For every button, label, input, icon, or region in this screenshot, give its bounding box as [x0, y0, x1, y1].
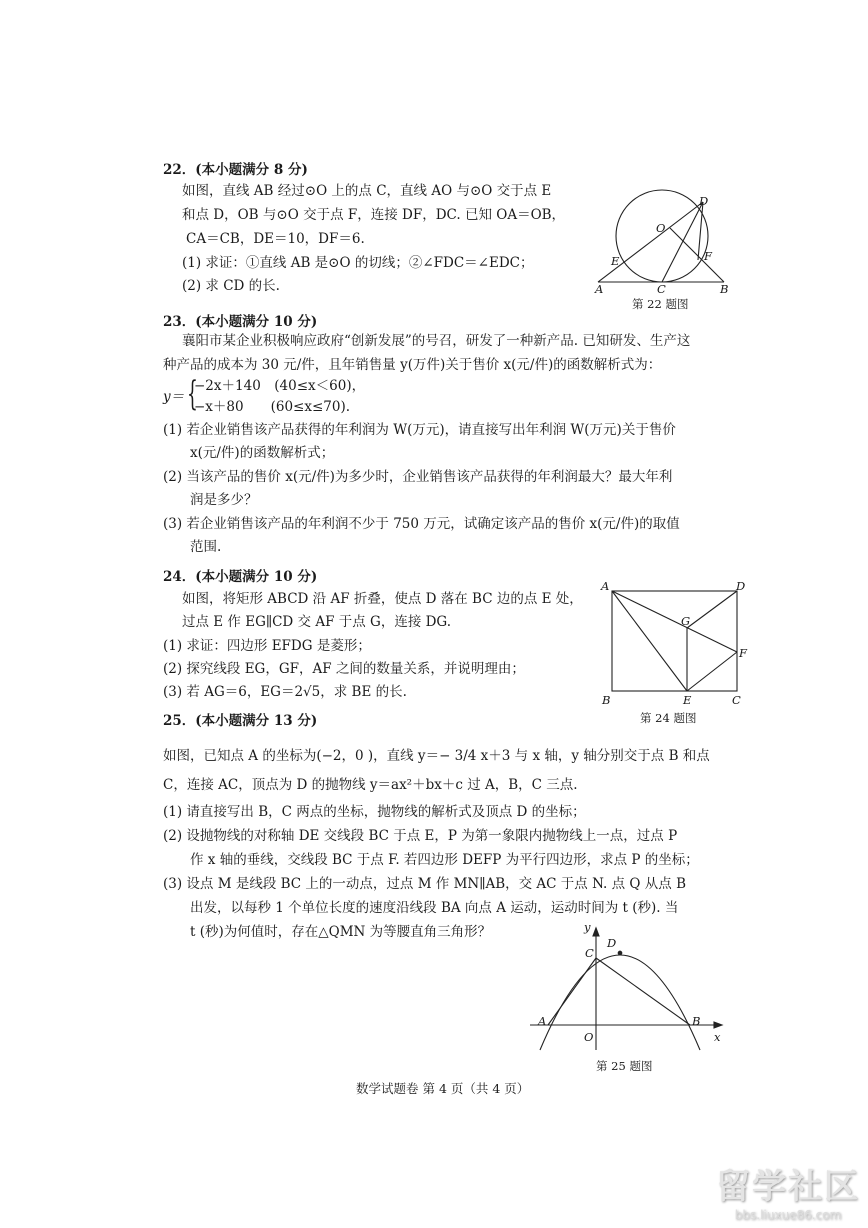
q23-line: 种产品的成本为 30 元/件，且年销售量 y(万件)关于售价 x(元/件)的函数解析式为：: [163, 357, 662, 373]
fig24-label-g: G: [681, 614, 691, 628]
q25-part-3-cont: 出发，以每秒 1 个单位长度的速度沿线段 BA 向点 A 运动，运动时间为 t (秒). 当: [190, 900, 679, 916]
line-cb: [596, 958, 690, 1025]
y-axis-arrow: [593, 928, 599, 936]
circle-o: [616, 190, 708, 282]
q23-case: −2x＋140 (40≤x＜60)，: [194, 378, 366, 394]
q25-line: C，连接 AC，顶点为 D 的抛物线 y＝ax²＋bx＋c 过 A，B，C 三点.: [163, 777, 578, 793]
fig22-label-o: O: [656, 221, 666, 235]
q23-part-3-cont: 范围.: [190, 539, 222, 555]
fig25-label-x: x: [714, 1030, 721, 1044]
q23-case: −x＋80 (60≤x≤70).: [194, 399, 351, 415]
fig24-caption: 第 24 题图: [640, 711, 697, 725]
line-gd: [687, 591, 737, 628]
line-ef: [687, 652, 737, 691]
fig22-label-c: C: [657, 282, 666, 296]
line-ae: [612, 591, 687, 691]
q25-header: 25．(本小题满分 13 分): [163, 713, 318, 729]
q23-part-2-cont: 润是多少？: [190, 492, 258, 508]
fig24-label-e: E: [683, 693, 692, 707]
q22-part-2: (2) 求 CD 的长.: [182, 278, 280, 294]
fig22-label-d: D: [699, 194, 709, 208]
q24-line: 过点 E 作 EG∥CD 交 AF 于点 G，连接 DG.: [182, 614, 452, 630]
q25-part-3-cont: t (秒)为何值时，存在△QMN 为等腰直角三角形？: [190, 924, 492, 940]
q24-line: 如图，将矩形 ABCD 沿 AF 折叠，使点 D 落在 BC 边的点 E 处，: [182, 591, 583, 607]
line-ob: [670, 228, 724, 282]
fig22-label-b: B: [720, 282, 729, 296]
q24-header: 24．(本小题满分 10 分): [163, 569, 318, 585]
fig24-label-c: C: [732, 693, 741, 707]
q24-part-2: (2) 探究线段 EG，GF，AF 之间的数量关系，并说明理由；: [163, 661, 525, 677]
q22-line: 和点 D，OB 与⊙O 交于点 F，连接 DF，DC. 已知 OA＝OB，: [182, 207, 566, 223]
line-ad: [598, 202, 703, 282]
rect-abcd: [612, 591, 737, 691]
line-af: [612, 591, 737, 652]
q23-part-3: (3) 若企业销售该产品的年利润不少于 750 万元，试确定该产品的售价 x(元/件)的取值: [163, 516, 680, 532]
fig25-caption: 第 25 题图: [596, 1059, 653, 1073]
fig25-label-d: D: [607, 936, 617, 950]
q22-line: CA＝CB，DE＝10，DF＝6.: [186, 231, 365, 247]
fig22-label-e: E: [611, 254, 620, 268]
fig22-caption: 第 22 题图: [632, 297, 689, 311]
fig22-label-a: A: [595, 282, 604, 296]
q23-line: 襄阳市某企业积极响应政府“创新发展”的号召，研发了一种新产品. 已知研发、生产这: [182, 333, 691, 349]
watermark-url: bbs.liuxue86.com: [734, 1208, 842, 1222]
fig24-label-d: D: [736, 579, 746, 593]
page-footer: 数学试题卷 第 4 页（共 4 页）: [356, 1081, 530, 1096]
q25-part-1: (1) 请直接写出 B，C 两点的坐标，抛物线的解析式及顶点 D 的坐标；: [163, 804, 586, 820]
fig24-geometry: [612, 591, 737, 691]
fig25-label-o: O: [584, 1030, 594, 1044]
fig25-geometry: [530, 928, 722, 1050]
fig25-label-y: y: [584, 920, 591, 934]
q25-part-2-cont: 作 x 轴的垂线，交线段 BC 于点 F. 若四边形 DEFP 为平行四边形，求点 P 的坐标；: [190, 852, 699, 868]
q22-header: 22．(本小题满分 8 分): [163, 162, 308, 178]
q23-part-2: (2) 当该产品的售价 x(元/件)为多少时，企业销售该产品获得的年利润最大？最大年利: [163, 469, 673, 485]
watermark-main: 留学社区: [716, 1167, 860, 1207]
q25-part-3: (3) 设点 M 是线段 BC 上的一动点，过点 M 作 MN∥AB，交 AC 于点 N. 点 Q 从点 B: [163, 876, 686, 892]
q24-part-1: (1) 求证：四边形 EFDG 是菱形；: [163, 638, 371, 654]
fig25-label-b: B: [692, 1014, 701, 1028]
q23-header: 23．(本小题满分 10 分): [163, 314, 318, 330]
q23-part-1: (1) 若企业销售该产品获得的年利润为 W(万元)，请直接写出年利润 W(万元)关于售价: [163, 422, 676, 438]
line-dc: [662, 202, 703, 282]
watermark-logo: [716, 1159, 860, 1222]
x-axis-arrow: [714, 1022, 722, 1028]
line-ac: [548, 958, 596, 1025]
fig24-label-b: B: [602, 693, 611, 707]
fig22-label-f: F: [704, 249, 712, 263]
vertex-d: [618, 951, 622, 955]
q22-part-1: (1) 求证：①直线 AB 是⊙O 的切线；②∠FDC＝∠EDC；: [182, 255, 534, 271]
fig25-label-a: A: [538, 1014, 547, 1028]
fig24-label-f: F: [739, 646, 747, 660]
q23-brace: {: [187, 374, 198, 414]
q23-part-1-cont: x(元/件)的函数解析式；: [190, 445, 335, 461]
q25-line: 如图，已知点 A 的坐标为(−2，0 )，直线 y＝− 3/4 x＋3 与 x 轴，y 轴分别交于点 B 和点: [163, 748, 710, 764]
fig25-label-c: C: [585, 946, 594, 960]
q22-line: 如图，直线 AB 经过⊙O 上的点 C，直线 AO 与⊙O 交于点 E: [182, 183, 552, 199]
fig24-label-a: A: [601, 579, 610, 593]
q24-part-3: (3) 若 AG＝6，EG＝2√5，求 BE 的长.: [163, 684, 407, 700]
q23-formula-lhs: y＝: [163, 389, 185, 405]
q25-part-2: (2) 设抛物线的对称轴 DE 交线段 BC 于点 E，P 为第一象限内抛物线上一点，过点 P: [163, 828, 678, 844]
